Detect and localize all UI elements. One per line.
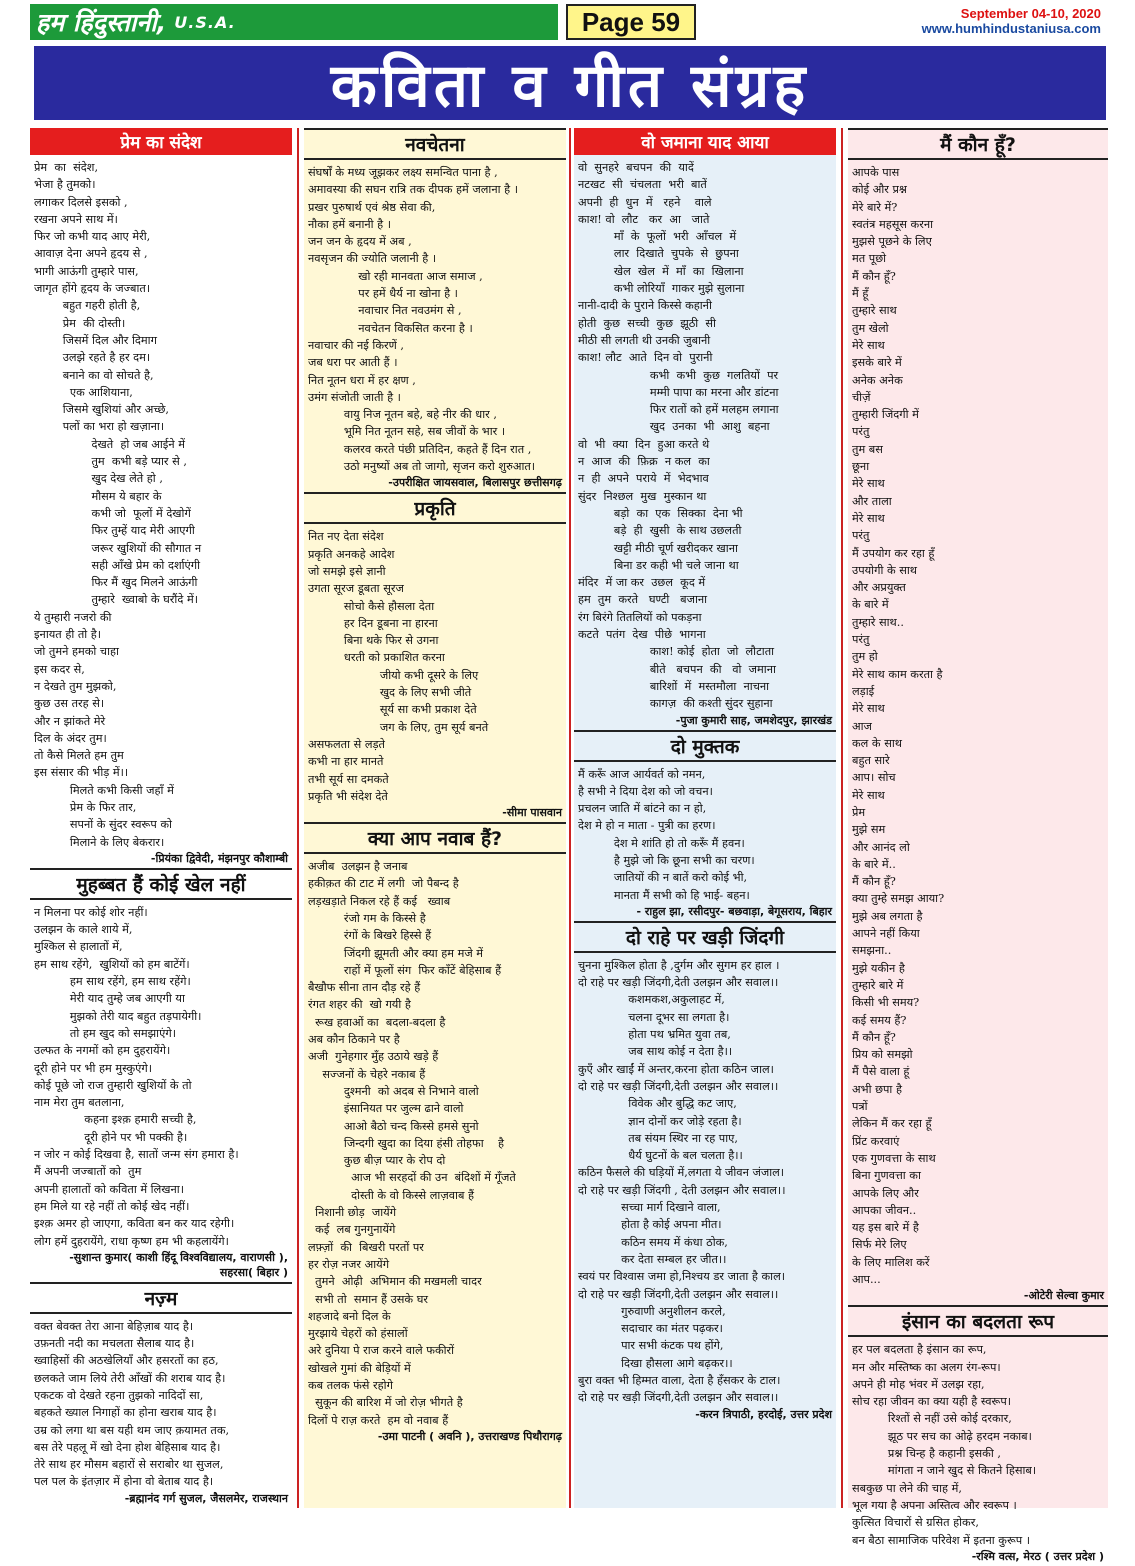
poem-title: प्रकृति [304,492,566,524]
poem-author: -ब्रह्मानंद गर्ग सुजल, जैसलमेर, राजस्थान [124,1491,288,1505]
poem-section [848,1305,1108,1566]
poem-section [574,730,836,921]
poem-author: - राहुल झा, रसीदपुर- बछवाड़ा, बेगूसराय, बिहार [636,904,832,918]
poem-section [30,128,292,868]
poem-author: -करन त्रिपाठी, हरदोई, उत्तर प्रदेश [695,1407,832,1421]
column-divider [841,128,843,1508]
poem-body: संघर्षों के मध्य जूझकर लक्ष्य समन्वित पाना है , अमावस्या की सघन रात्रि तक दीपक हमें जलाना है । प्रखर पुरुषार्थ एवं श्रेष्ठ सेवा की, नौका हमें बनानी है । जन जन के हृदय में अब , नवसृजन की ज्योति जलानी है । खो रही मानवता आज समाज , पर हमें धैर्य ना खोना है । नवाचार नित नवउमंग से , नवचेतन विकसित करना है । नवाचार की नई किरणें , जब धरा पर आती हैं । नित नूतन धरा में हर क्षण , उमंग संजोती जाती है । वायु निज नूतन बहे, बहे नीर की धार , भूमि नित नूतन सहे, सब जीवों के भार । कलरव करते पंछी प्रतिदिन, कहते हैं दिन रात , उठो मनुष्यों अब तो जागो, सृजन करो शुरुआत। [308,166,536,474]
poem-author: -सुशान्त कुमार( काशी हिंदू विश्वविद्यालय, वाराणसी ), सहरसा( बिहार ) [69,1250,288,1279]
poem-section [304,822,566,1446]
poem-author: -प्रियंका द्विवेदी, मंझनपुर कौशाम्बी [150,851,288,865]
poem-section [30,1282,292,1508]
poem-section [574,921,836,1424]
poem-body: नित नए देता संदेश प्रकृति अनकहे आदेश जो समझे इसे ज्ञानी उगता सूरज डूबता सूरज सोचो कैसे हौसला देता हर दिन डूबना ना हारना बिना थके फिर से उगना धरती को प्रकाशित करना जीयो कभी दूसरे के लिए खुद के लिए सभी जीते सूर्य सा कभी प्रकाश देते जग के लिए, तुम सूर्य बनते असफलता से लड़ते कभी ना हार मानते तभी सूर्य सा दमकते प्रकृति भी संदेश देते [308,530,489,803]
poem-body: वो सुनहरे बचपन की यादें नटखट सी चंचलता भरी बातें अपनी ही धुन में रहने वाले काश! वो लौट कर आ जाते माँ के फूलों भरी आँचल में लार दिखाते चुपके से छुपना खेल खेल में माँ का खिलाना कभी लोरियाँ गाकर मुझे सुलाना नानी-दादी के पुराने किस्से कहानी होती कुछ सच्ची कुछ झूठी सी मीठी सी लगती थी उनकी जुबानी काश! लौट आते दिन वो पुरानी कभी कभी कुछ गलतियों पर मम्मी पापा का मरना और डांटना फिर रातों को हमें मलहम लगाना खुद उनका भी आशु बहना वो भी क्या दिन हुआ करते थे न आज की फ़िक्र न कल का न ही अपने पराये में भेदभाव सुंदर निश्छल मुख मुस्कान था बड़ो का एक सिक्का देना भी बड़े ही खुसी के साथ उछलती खट्टी मीठी चूर्ण खरीदकर खाना बिना डर कही भी चले जाना था मंदिर में जा कर उछल कूद में हम तुम करते घण्टी बजाना रंग बिरंगे तितलियों को पकड़ना कटते पतंग देख पीछे भागना काश! कोई होता जो लौटाता बीते बचपन की वो जमाना बारिशों में मस्तमौला नाचना कागज़ की कश्ती सुंदर सुहाना [578,161,779,711]
poem-title: दो मुक्तक [574,730,836,762]
poem-title: नज़्म [30,1282,292,1314]
poem-section [304,128,566,492]
page-number: Page 59 [566,4,696,40]
poem-title: मुहब्बत हैं कोई खेल नहीं [30,868,292,900]
poem-title: दो राहे पर खड़ी जिंदगी [574,921,836,953]
page-banner: कविता व गीत संग्रह [34,46,1106,120]
masthead [30,4,558,40]
poem-body: हर पल बदलता है इंसान का रूप, मन और मस्तिष्क का अलग रंग-रूप। अपने ही मोह भंवर में उलझ रहा, सोच रहा जीवन का क्या यही है स्वरूप। रिश्तों से नहीं उसे कोई दरकार, झूठ पर सच का ओढ़े हरदम नकाब। प्रश्न चिन्ह है कहानी इसकी , मांगता न जाने खुद से कितने हिसाब। सबकुछ पा लेने की चाह में, भूल गया है अपना अस्तित्व और स्वरूप । कुत्सित विचारों से ग्रसित होकर, बन बैठा सामाजिक परिवेश में इतना कुरूप । [852,1343,1037,1547]
column-4 [848,128,1108,1563]
poem-author: -ओटेरी सेल्वा कुमार [1023,1289,1104,1303]
poem-body: प्रेम का संदेश, भेजा है तुमको। लगाकर दिलसे इसको , रखना अपने साथ में। फिर जो कभी याद आए मेरी, आवाज़ देना अपने हृदय से , भागी आऊंगी तुम्हारे पास, जागृत होंगे हृदय के जज्बात। बहुत गहरी होती है, प्रेम की दोस्ती। जिसमें दिल और दिमाग उलझे रहते है हर दम। बनाने का वो सोचते है, एक आशियाना, जिसमे खुशियां और अच्छे, पलों का भरा हो खज़ाना। देखते हो जब आईने में तुम कभी बड़े प्यार से , खुद देख लेते हो , मौसम ये बहार के कभी जो फूलों में देखोगें फिर तुम्हें याद मेरी आएगी जरूर खुशियों की सौगात न सही आँखे प्रेम को दर्शाएंगी फिर मैं खुद मिलने आऊंगी तुम्हारे ख्वाबो के घरौंदे में। ये तुम्हारी नजरो की इनायत ही तो है। जो तुमने हमको चाहा इस कदर से, न देखते तुम मुझको, कुछ उस तरह से। और न झांकते मेरे दिल के अंदर तुम। तो कैसे मिलते हम तुम इस संसार की भीड़ में।। मिलते कभी किसी जहाँ में प्रेम के फिर तार, सपनों के सुंदर स्वरूप को मिलाने के लिए बेकरार। [34,161,202,849]
poem-body: न मिलना पर कोई शोर नहीं। उलझन के काले शाये में, मुश्किल से हालातों में, हम साथ रहेंगे, खुशियों को हम बाटेंगें। हम साथ रहेंगे, हम साथ रहेंगे। मेरी याद तुम्हे जब आएगी या मुझको तेरी याद बहुत तड़पायेगी। तो हम खुद को समझाएंगे। उल्फत के नगमों को हम दुहरायेंगे। दूरी होने पर भी हम मुस्कुएंगे। कोई पूछे जो राज तुम्हारी खुशियों के तो नाम मेरा तुम बतलाना, कहना इश्क़ हमारी सच्ची है, दूरी होने पर भी पक्की है। न जोर न कोई दिखवा है, सातों जन्म संग हमारा है। मैं अपनी जज्बातों को तुम अपनी हालातों को कविता में लिखना। हम मिले या रहे नहीं तो कोई खेद नहीं। इश्क़ अमर हो जाएगा, कविता बन कर याद रहेगी। लोग हमें दुहरायेंगे, राधा कृष्ण हम भी कहलायेंगे। [34,905,239,1248]
column-1 [30,128,292,1508]
poem-author: -पुजा कुमारी साह, जमशेदपुर, झारखंड [675,713,832,727]
column-divider [297,128,299,1508]
issue-date: September 04-10, 2020 [960,6,1101,21]
website-link[interactable]: www.humhindustaniusa.com [921,21,1101,36]
poem-body: आपके पास कोई और प्रश्न मेरे बारे में? स्वतंत्र महसूस करना मुझसे पूछने के लिए मत पूछो मैं कौन हूँ? मैं हूँ तुम्हारे साथ तुम खेलो मेरे साथ इसके बारे में अनेक अनेक चीज़ें तुम्हारी जिंदगी में परंतु तुम बस छूना मेरे साथ और ताला मेरे साथ परंतु मैं उपयोग कर रहा हूँ उपयोगी के साथ और अप्रयुक्त के बारे में तुम्हारे साथ.. परंतु तुम हो मेरे साथ काम करता है लड़ाई मेरे साथ आज कल के साथ बहुत सारे आप। सोच मेरे साथ प्रेम मुझे सम और आनंद लो के बारे में.. मैं कौन हूँ? क्या तुम्हे समझ आया? मुझे अब लगता है आपने नहीं किया समझना.. मुझे यकीन है तुम्हारे बारे में किसी भी समय? कई समय हैं? मैं कौन हूँ? प्रिय को समझो मैं पैसे वाला हूं अभी छपा है पत्रों लेकिन मैं कर रहा हूँ प्रिंट करवाएं एक गुणवत्ता के साथ बिना गुणवत्ता का आपके लिए और आपका जीवन.. यह इस बारे में है सिर्फ मेरे लिए के लिए मालिश करें आप... [852,166,945,1286]
poem-title: मैं कौन हूँ? [848,128,1108,160]
poem-body: वक्त बेवक्त तेरा आना बेहिज़ाब याद है। उफ़नती नदी का मचलता सैलाब याद है। ख्वाहिसों की अठखेलियाँ और हसरतों का हठ, छलकते जाम लिये तेरी आँखों की शराब याद है। एकटक वो देखते रहना तुझको नादिदों सा, बहकते ख्याल निगाहों का होना खराब याद है। उम्र को लगा था बस यही थम जाए क़यामत तक, बस तेरे पहलू में खो देना होश बेहिसाब याद है। तेरे साथ हर मौसम बहारों से सराबोर था सुजल, पल पल के इंतज़ार में होना वो बेताब याद है। [34,1319,230,1489]
poem-body: अजीब उलझन है जनाब हकीक़त की टाट में लगी जो पैबन्द है लड़खड़ाते निकल रहे हैं कई ख्वाब रंजो गम के किस्से है रंगों के बिखरे हिस्से हैं जिंदगी झूमती और क्या हम मजे में राहों में फूलों संग फिर काँटें बेहिसाब हैं बैखौफ सीना तान दौड़ रहे हैं रंगत शहर की खो गयी है रूख हवाओं का बदला-बदला है अब कौन ठिकाने पर है अजी गुनेहगार मुँह उठाये खड़े हैं सज्जनों के चेहरे नकाब हैं दुश्मनी को अदब से निभाने वालो इंसानियत पर जुल्म ढाने वालो आओ बैठो चन्द किस्से हमसे सुनो जिन्दगी खुदा का दिया हंसी तोहफा है कुछ बीज़ प्यार के रोप दो आज भी सरहदों की उन बंदिशों में गूँजते दोस्ती के वो किस्से लाज़वाब हैं निशानी छोड़ जायेंगे कई लब गुनगुनायेंगे लफ़्ज़ों की बिखरी परतों पर हर रोज़ नजर आयेंगे तुमने ओढ़ी अभिमान की मखमली चादर सभी तो समान हैं उसके घर शहजादे बनो दिल के मुरझाये चेहरों को हंसालों अरे दुनिया पे राज करने वाले फकीरों खोखले गुमां की बेड़ियों में कब तलक फंसे रहोगे सुकून की बारिश में जो रोज़ भीगते है दिलों पे राज़ करते हम वो नवाब हैं [308,860,516,1427]
poem-title: इंसान का बदलता रूप [848,1305,1108,1337]
poem-body: चुनना मुश्किल होता है ,दुर्गम और सुगम हर हाल । दो राहे पर खड़ी जिंदगी,देती उलझन और सवाल।। कशमकश,अकुलाहट में, चलना दूभर सा लगता है। होता पथ भ्रमित युवा तब, जब साथ कोई न देता है।। कुएँ और खाईं में अन्तर,करना होता कठिन जाल। दो राहे पर खड़ी जिंदगी,देती उलझन और सवाल।। विवेक और बुद्धि कट जाए, ज्ञान दोनों कर जोड़े रहता है। तब संयम स्थिर ना रह पाए, धैर्य घुटनों के बल चलता है।। कठिन फैसले की घड़ियों में,लगता ये जीवन जंजाल। दो राहे पर खड़ी जिंदगी , देती उलझन और सवाल।। सच्चा मार्ग दिखाने वाला, होता है कोई अपना मीत। कठिन समय में कंधा ठोक, कर देता सम्बल हर जीत।। स्वयं पर विश्वास जमा हो,निश्चय डर जाता है काल। दो राहे पर खड़ी जिंदगी,देती उलझन और सवाल।। गुरुवाणी अनुशीलन करले, सदाचार का मंतर पढ़कर। पार सभी कंटक पथ होंगे, दिखा हौसला आगे बढ़कर।। बुरा वक्त भी हिम्मत वाला, देता है हँसकर के टाल। दो राहे पर खड़ी जिंदगी,देती उलझन और सवाल।। [578,958,786,1405]
column-3 [574,128,836,1508]
poem-section [848,128,1108,1305]
poem-title: क्या आप नवाब हैं? [304,822,566,854]
poem-title: नवचेतना [304,128,566,160]
poem-author: -सीमा पासवान [502,806,562,820]
poem-section [574,128,836,730]
publication-region: U.S.A. [174,12,236,32]
poem-author: -रश्मि वत्स, मेरठ ( उत्तर प्रदेश ) [971,1549,1104,1563]
poem-body: मैं करूँ आज आर्यवर्त को नमन, है सभी ने दिया देश को जो वचन। प्रचलन जाति में बांटने का न हो, देश मे हो न माता - पुत्री का हरण। देश मे शांति हो तो करूँ मैं हवन। है मुझे जो कि छूना सभी का चरण। जातियों की न बातें करो कोई भी, मानता मैं सभी को हि भाई- बहन। [578,767,755,902]
poem-section [30,868,292,1282]
poem-section [304,492,566,822]
column-2 [304,128,566,1508]
column-divider [569,128,571,1508]
poem-author: -उमा पाटनी ( अवनि ), उत्तराखण्ड पिथौरागढ़ [377,1429,562,1443]
publication-name: हम हिंदुस्तानी, [36,8,167,37]
poem-author: -उपरीक्षित जायसवाल, बिलासपुर छत्तीसगढ़ [388,476,562,490]
issue-info [922,6,1101,36]
poem-title: प्रेम का संदेश [30,128,292,155]
poem-title: वो जमाना याद आया [574,128,836,155]
